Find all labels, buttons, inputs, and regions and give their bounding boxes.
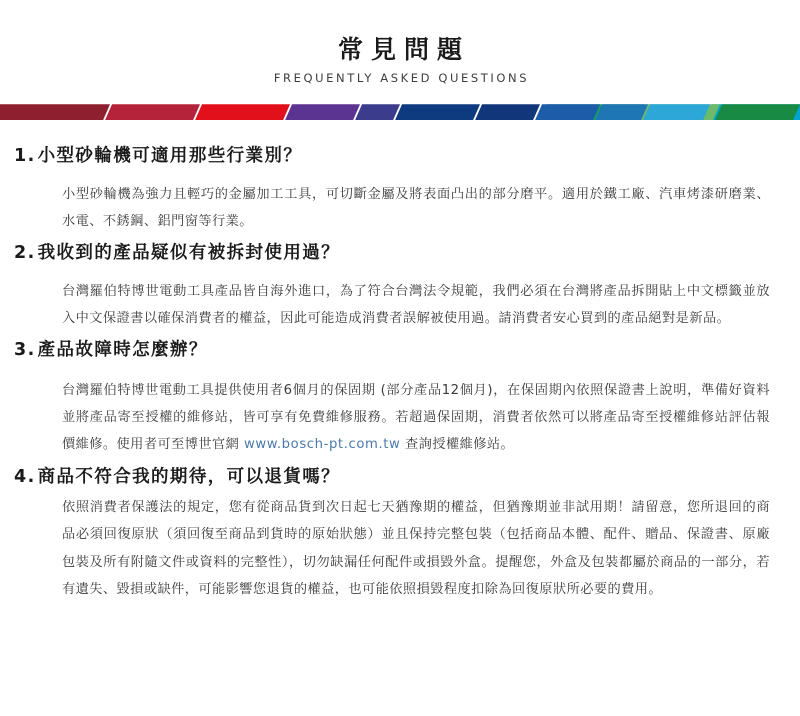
color-bar-segment — [395, 104, 480, 120]
faq-question-text-1: 小型砂輪機可適用那些行業別？ — [37, 146, 303, 167]
faq-question-4 — [14, 463, 786, 491]
faq-question-3 — [14, 336, 786, 364]
faq-item-1 — [14, 142, 786, 235]
faq-question-text-4: 商品不符合我的期待，可以退貨嗎？ — [37, 466, 341, 487]
color-bar-segment — [643, 104, 710, 120]
color-bar-segment — [715, 104, 800, 120]
page-header — [0, 0, 800, 85]
faq-question-number-2: 2. — [14, 243, 36, 264]
faq-answer-3 — [62, 377, 786, 459]
color-bar-segment — [195, 104, 290, 120]
faq-item-3 — [14, 336, 786, 458]
color-bar-segment — [595, 104, 648, 120]
faq-question-number-3: 3. — [14, 340, 36, 361]
faq-question-number-1: 1. — [14, 146, 36, 167]
faq-answer-3-part-2: 查詢授權維修站。 — [400, 437, 515, 453]
color-bar-segment — [475, 104, 540, 120]
faq-question-number-4: 4. — [14, 466, 36, 487]
bosch-website-link[interactable]: www.bosch-pt.com.tw — [243, 437, 401, 453]
faq-question-text-3: 產品故障時怎麼辦？ — [37, 340, 208, 361]
faq-question-2 — [14, 239, 786, 267]
faq-item-4 — [14, 463, 786, 604]
color-bar-segment — [105, 104, 200, 120]
faq-question-text-2: 我收到的產品疑似有被拆封使用過？ — [37, 243, 341, 264]
page-subtitle: FREQUENTLY ASKED QUESTIONS — [273, 71, 530, 86]
faq-item-2 — [14, 239, 786, 332]
faq-question-1 — [14, 142, 786, 170]
color-bar-segment — [0, 104, 110, 120]
faq-answer-2: 台灣羅伯特博世電動工具產品皆自海外進口，為了符合台灣法令規範，我們必須在台灣將產品拆開貼上中文標籤並放入中文保證書以確保消費者的權益，因此可能造成消費者誤解被使用過。請消費者安心買到的產品絕對是新品。 — [62, 283, 770, 326]
color-bar-segment — [285, 104, 360, 120]
color-bar-segment — [355, 104, 400, 120]
decorative-color-bar — [0, 104, 800, 120]
faq-answer-3-part-1: 台灣羅伯特博世電動工具提供使用者6個月的保固期 (部分產品12個月)，在保固期內依照保證書上說明，準備好資料並將產品寄至授權的維修站，皆可享有免費維修服務。若超過保固期，消費者依然可以將產品寄至授權維修站評估報價維修。使用者可至博世官網 — [62, 382, 770, 453]
faq-list — [0, 120, 800, 603]
page-title: 常見問題 — [337, 35, 470, 64]
faq-answer-1: 小型砂輪機為強力且輕巧的金屬加工工具，可切斷金屬及將表面凸出的部分磨平。適用於鐵工廠、汽車烤漆研磨業、水電、不銹鋼、鋁門窗等行業。 — [62, 186, 770, 229]
color-bar-segment — [535, 104, 600, 120]
faq-answer-4: 依照消費者保護法的規定，您有從商品貨到次日起七天猶豫期的權益，但猶豫期並非試用期！請留意，您所退回的商品必須回復原狀（須回復至商品到貨時的原始狀態）並且保持完整包裝（包括商品本體、配件、贈品、保證書、原廠包裝及所有附隨文件或資料的完整性），切勿缺漏任何配件或損毀外盒。提醒您，外盒及包裝都屬於商品的一部分，若有遺失、毀損或缺件，可能影響您退貨的權益，也可能依照損毀程度扣除為回復原狀所必要的費用。 — [62, 499, 770, 597]
